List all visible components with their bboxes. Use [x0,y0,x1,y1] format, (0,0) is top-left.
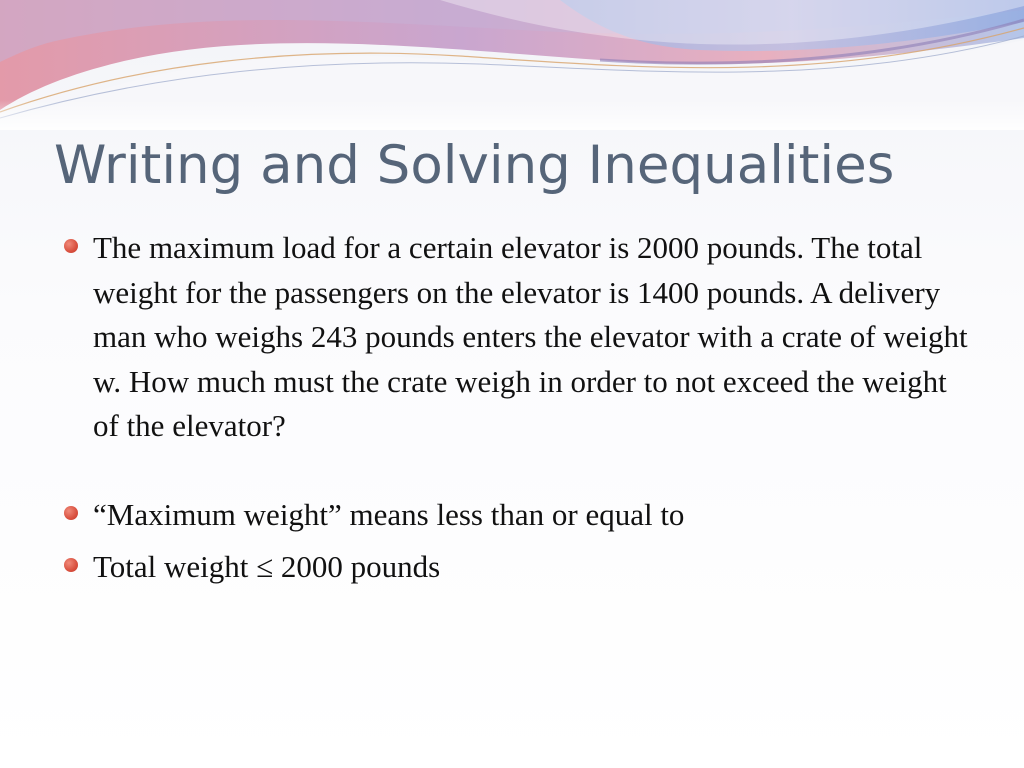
slide-title: Writing and Solving Inequalities [54,135,895,196]
bullet-text: Total weight ≤ 2000 pounds [93,549,441,584]
bullet-item-problem [62,226,972,449]
bullet-item-maximum-weight [62,493,972,538]
bullet-text: “Maximum weight” means less than or equal to [93,496,685,532]
bullet-list [62,226,972,590]
bullet-icon [64,239,78,253]
header-wave-banner [0,0,1024,130]
bullet-icon [64,506,78,520]
bullet-text: The maximum load for a certain elevator is 2000 pounds. The total weight for the passengers on the elevator is 1400 pounds. A delivery man who weighs 243 pounds enters the elevator with a crate of weight w. How much must the crate weigh in order to not exceed the weight of the elevator? [93,230,968,443]
bullet-item-total-weight [62,545,972,590]
bullet-icon [64,558,78,572]
